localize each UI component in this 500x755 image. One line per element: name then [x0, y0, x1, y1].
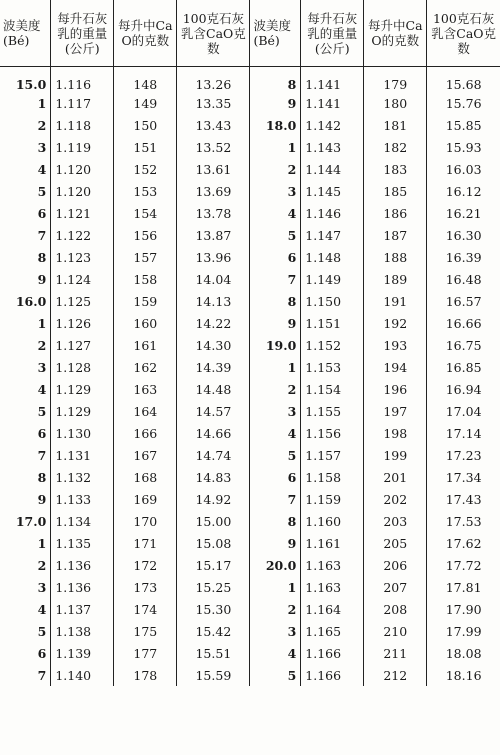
right-be-value: 8: [250, 510, 301, 532]
left-be-value: 2: [0, 114, 51, 136]
left-grams-value: 156: [114, 224, 177, 246]
right-grams-value: 212: [364, 664, 427, 686]
right-be-value: 9: [250, 532, 301, 554]
left-weight-value: 1.119: [51, 136, 114, 158]
right-be-value: 4: [250, 202, 301, 224]
right-grams-value: 193: [364, 334, 427, 356]
right-be-value: 3: [250, 400, 301, 422]
left-grams-value: 158: [114, 268, 177, 290]
left-percent-value: 13.43: [177, 114, 250, 136]
left-percent-value: 15.08: [177, 532, 250, 554]
right-be-value: 5: [250, 664, 301, 686]
right-grams-value: 189: [364, 268, 427, 290]
table-row: [0, 312, 500, 334]
right-grams-value: 186: [364, 202, 427, 224]
left-be-value: 17.0: [0, 510, 51, 532]
left-percent-value: 14.30: [177, 334, 250, 356]
left-percent-value: 15.30: [177, 598, 250, 620]
left-percent-value: 13.78: [177, 202, 250, 224]
left-grams-value: 171: [114, 532, 177, 554]
left-be-value: 1: [0, 92, 51, 114]
right-be-value: 9: [250, 312, 301, 334]
right-weight-value: 1.157: [301, 444, 364, 466]
right-percent-value: 16.85: [445, 359, 482, 375]
left-weight-value: 1.138: [51, 620, 114, 642]
right-weight-value: 1.147: [301, 224, 364, 246]
left-be-value: 2: [0, 334, 51, 356]
right-weight-value: 1.149: [301, 268, 364, 290]
table-row: [0, 334, 500, 356]
right-grams-value: 197: [364, 400, 427, 422]
right-percent-value: 15.76: [445, 95, 482, 111]
left-be-value: 1: [0, 312, 51, 334]
table-row: [0, 378, 500, 400]
left-be-value: 1: [0, 532, 51, 554]
table-row: [0, 532, 500, 554]
left-weight-value: 1.124: [51, 268, 114, 290]
right-grams-value: 192: [364, 312, 427, 334]
left-percent-value: 13.35: [177, 92, 250, 114]
right-grams-value: 180: [364, 92, 427, 114]
left-weight-value: 1.118: [51, 114, 114, 136]
right-grams-value: 199: [364, 444, 427, 466]
right-weight-value: 1.164: [301, 598, 364, 620]
right-grams-value: 211: [364, 642, 427, 664]
right-be-value: 1: [250, 576, 301, 598]
left-percent-value: 13.69: [177, 180, 250, 202]
right-grams-value: 210: [364, 620, 427, 642]
table-row: [0, 642, 500, 664]
table-row: [0, 136, 500, 158]
left-grams-value: 153: [114, 180, 177, 202]
right-percent-value: 17.62: [445, 535, 482, 551]
left-be-value: 6: [0, 202, 51, 224]
left-weight-value: 1.137: [51, 598, 114, 620]
right-be-value: 19.0: [250, 334, 301, 356]
right-percent-value: 17.53: [445, 513, 482, 529]
right-percent-value: 17.34: [445, 469, 482, 485]
right-percent-value: 17.81: [445, 579, 482, 595]
right-be-value: 1: [250, 356, 301, 378]
table-row: [0, 444, 500, 466]
right-percent-value: 16.66: [445, 315, 482, 331]
left-be-value: 4: [0, 158, 51, 180]
right-percent-value: 15.68: [445, 77, 482, 92]
left-grams-value: 174: [114, 598, 177, 620]
right-be-value: 2: [250, 378, 301, 400]
left-grams-value: 169: [114, 488, 177, 510]
left-be-value: 9: [0, 488, 51, 510]
left-grams-value: 175: [114, 620, 177, 642]
table-row: [0, 664, 500, 686]
right-weight-value: 1.151: [301, 312, 364, 334]
right-weight-value: 1.141: [301, 67, 364, 93]
left-be-value: 7: [0, 664, 51, 686]
left-grams-value: 152: [114, 158, 177, 180]
right-weight-value: 1.141: [301, 92, 364, 114]
header-be-right: 波美度(Bé): [250, 0, 301, 67]
table-row: [0, 92, 500, 114]
header-be-left: 波美度(Bé): [0, 0, 51, 67]
left-grams-value: 160: [114, 312, 177, 334]
left-percent-value: 13.26: [177, 67, 250, 93]
right-percent-value: 15.85: [445, 117, 482, 133]
left-be-value: 6: [0, 642, 51, 664]
header-percent-left: 100克石灰乳含CaO克数: [177, 0, 250, 67]
right-weight-value: 1.163: [301, 576, 364, 598]
header-row: [0, 0, 500, 67]
left-grams-value: 149: [114, 92, 177, 114]
left-percent-value: 15.42: [177, 620, 250, 642]
left-percent-value: 14.92: [177, 488, 250, 510]
left-weight-value: 1.116: [51, 67, 114, 93]
left-weight-value: 1.129: [51, 400, 114, 422]
left-weight-value: 1.128: [51, 356, 114, 378]
right-grams-value: 182: [364, 136, 427, 158]
right-grams-value: 194: [364, 356, 427, 378]
left-grams-value: 166: [114, 422, 177, 444]
left-grams-value: 154: [114, 202, 177, 224]
right-weight-value: 1.155: [301, 400, 364, 422]
left-be-value: 5: [0, 400, 51, 422]
left-grams-value: 157: [114, 246, 177, 268]
right-percent-value: 17.99: [445, 623, 482, 639]
right-grams-value: 181: [364, 114, 427, 136]
left-weight-value: 1.117: [51, 92, 114, 114]
left-percent-value: 14.39: [177, 356, 250, 378]
table-row: [0, 400, 500, 422]
left-be-value: 7: [0, 444, 51, 466]
right-grams-value: 202: [364, 488, 427, 510]
right-grams-value: 198: [364, 422, 427, 444]
right-be-value: 18.0: [250, 114, 301, 136]
left-percent-value: 14.66: [177, 422, 250, 444]
left-percent-value: 15.00: [177, 510, 250, 532]
left-weight-value: 1.120: [51, 180, 114, 202]
left-weight-value: 1.125: [51, 290, 114, 312]
table-row: [0, 224, 500, 246]
right-be-value: 9: [250, 92, 301, 114]
left-percent-value: 14.48: [177, 378, 250, 400]
table-row: [0, 202, 500, 224]
right-grams-value: 185: [364, 180, 427, 202]
left-be-value: 16.0: [0, 290, 51, 312]
table-row: [0, 180, 500, 202]
left-percent-value: 13.96: [177, 246, 250, 268]
right-weight-value: 1.166: [301, 642, 364, 664]
left-weight-value: 1.127: [51, 334, 114, 356]
table-row: [0, 114, 500, 136]
right-weight-value: 1.154: [301, 378, 364, 400]
left-be-value: 8: [0, 466, 51, 488]
left-weight-value: 1.129: [51, 378, 114, 400]
left-percent-value: 14.04: [177, 268, 250, 290]
left-grams-value: 177: [114, 642, 177, 664]
left-grams-value: 170: [114, 510, 177, 532]
right-grams-value: 203: [364, 510, 427, 532]
right-weight-value: 1.143: [301, 136, 364, 158]
left-weight-value: 1.135: [51, 532, 114, 554]
left-be-value: 3: [0, 356, 51, 378]
table-row: [0, 246, 500, 268]
left-weight-value: 1.139: [51, 642, 114, 664]
right-percent-value: 16.57: [445, 293, 482, 309]
header-weight-right: 每升石灰乳的重量(公斤): [301, 0, 364, 67]
left-weight-value: 1.136: [51, 554, 114, 576]
left-percent-value: 13.87: [177, 224, 250, 246]
left-grams-value: 151: [114, 136, 177, 158]
left-percent-value: 15.17: [177, 554, 250, 576]
right-weight-value: 1.159: [301, 488, 364, 510]
right-weight-value: 1.158: [301, 466, 364, 488]
right-percent-value: 16.12: [445, 183, 482, 199]
right-grams-value: 205: [364, 532, 427, 554]
right-be-value: 8: [250, 67, 301, 93]
left-percent-value: 15.59: [177, 664, 250, 686]
right-weight-value: 1.150: [301, 290, 364, 312]
left-weight-value: 1.122: [51, 224, 114, 246]
right-be-value: 20.0: [250, 554, 301, 576]
left-be-value: 6: [0, 422, 51, 444]
left-percent-value: 14.13: [177, 290, 250, 312]
right-percent-value: 16.75: [445, 337, 482, 353]
right-percent-value: 16.94: [445, 381, 482, 397]
left-percent-value: 14.57: [177, 400, 250, 422]
left-grams-value: 148: [114, 67, 177, 93]
right-weight-value: 1.161: [301, 532, 364, 554]
left-weight-value: 1.120: [51, 158, 114, 180]
left-weight-value: 1.136: [51, 576, 114, 598]
left-weight-value: 1.130: [51, 422, 114, 444]
left-be-value: 3: [0, 576, 51, 598]
right-weight-value: 1.148: [301, 246, 364, 268]
left-grams-value: 161: [114, 334, 177, 356]
left-be-value: 7: [0, 224, 51, 246]
table-row: [0, 290, 500, 312]
left-percent-value: 14.74: [177, 444, 250, 466]
table-header: [0, 0, 500, 67]
right-grams-value: 179: [364, 67, 427, 93]
right-grams-value: 191: [364, 290, 427, 312]
left-grams-value: 150: [114, 114, 177, 136]
left-weight-value: 1.126: [51, 312, 114, 334]
right-weight-value: 1.166: [301, 664, 364, 686]
left-percent-value: 15.25: [177, 576, 250, 598]
table-row: [0, 158, 500, 180]
left-percent-value: 13.61: [177, 158, 250, 180]
right-be-value: 5: [250, 224, 301, 246]
left-percent-value: 15.51: [177, 642, 250, 664]
right-percent-value: 18.08: [445, 645, 482, 661]
left-weight-value: 1.123: [51, 246, 114, 268]
left-weight-value: 1.132: [51, 466, 114, 488]
right-be-value: 6: [250, 246, 301, 268]
header-percent-right: 100克石灰乳含CaO克数: [427, 0, 500, 67]
right-grams-value: 207: [364, 576, 427, 598]
left-be-value: 5: [0, 620, 51, 642]
right-weight-value: 1.165: [301, 620, 364, 642]
right-percent-value: 17.90: [445, 601, 482, 617]
table-row: [0, 620, 500, 642]
header-grams-right: 每升中CaO的克数: [364, 0, 427, 67]
right-percent-value: 16.03: [445, 161, 482, 177]
left-percent-value: 14.22: [177, 312, 250, 334]
left-grams-value: 178: [114, 664, 177, 686]
right-weight-value: 1.142: [301, 114, 364, 136]
left-be-value: 3: [0, 136, 51, 158]
left-weight-value: 1.131: [51, 444, 114, 466]
right-grams-value: 201: [364, 466, 427, 488]
left-grams-value: 167: [114, 444, 177, 466]
left-be-value: 2: [0, 554, 51, 576]
left-grams-value: 172: [114, 554, 177, 576]
right-percent-value: 18.16: [445, 667, 482, 683]
table-row: [0, 488, 500, 510]
right-be-value: 3: [250, 620, 301, 642]
right-weight-value: 1.152: [301, 334, 364, 356]
right-percent-value: 17.23: [445, 447, 482, 463]
right-grams-value: 196: [364, 378, 427, 400]
right-percent-value: 16.21: [445, 205, 482, 221]
right-percent-value: 16.48: [445, 271, 482, 287]
left-weight-value: 1.134: [51, 510, 114, 532]
right-be-value: 2: [250, 598, 301, 620]
right-weight-value: 1.144: [301, 158, 364, 180]
table-row: [0, 67, 500, 93]
right-grams-value: 188: [364, 246, 427, 268]
right-be-value: 4: [250, 642, 301, 664]
right-percent-value: 17.04: [445, 403, 482, 419]
table-row: [0, 268, 500, 290]
right-percent-value: 17.72: [445, 557, 482, 573]
left-percent-value: 14.83: [177, 466, 250, 488]
right-be-value: 4: [250, 422, 301, 444]
right-percent-value: 16.39: [445, 249, 482, 265]
header-grams-left: 每升中CaO的克数: [114, 0, 177, 67]
left-be-value: 15.0: [0, 67, 51, 93]
left-weight-value: 1.121: [51, 202, 114, 224]
right-be-value: 5: [250, 444, 301, 466]
left-weight-value: 1.133: [51, 488, 114, 510]
right-grams-value: 183: [364, 158, 427, 180]
left-be-value: 4: [0, 598, 51, 620]
right-grams-value: 206: [364, 554, 427, 576]
right-be-value: 7: [250, 268, 301, 290]
table-row: [0, 510, 500, 532]
table-row: [0, 554, 500, 576]
left-be-value: 5: [0, 180, 51, 202]
left-grams-value: 173: [114, 576, 177, 598]
left-be-value: 9: [0, 268, 51, 290]
header-weight-left: 每升石灰乳的重量(公斤): [51, 0, 114, 67]
left-weight-value: 1.140: [51, 664, 114, 686]
right-weight-value: 1.160: [301, 510, 364, 532]
right-be-value: 7: [250, 488, 301, 510]
right-be-value: 6: [250, 466, 301, 488]
left-be-value: 4: [0, 378, 51, 400]
left-grams-value: 162: [114, 356, 177, 378]
right-percent-value: 15.93: [445, 139, 482, 155]
table-row: [0, 422, 500, 444]
right-be-value: 2: [250, 158, 301, 180]
left-grams-value: 159: [114, 290, 177, 312]
right-be-value: 1: [250, 136, 301, 158]
right-percent-value: 17.14: [445, 425, 482, 441]
right-be-value: 8: [250, 290, 301, 312]
right-weight-value: 1.156: [301, 422, 364, 444]
right-percent-value: 17.43: [445, 491, 482, 507]
right-grams-value: 208: [364, 598, 427, 620]
left-be-value: 8: [0, 246, 51, 268]
table-row: [0, 598, 500, 620]
right-weight-value: 1.163: [301, 554, 364, 576]
table-row: [0, 466, 500, 488]
left-percent-value: 13.52: [177, 136, 250, 158]
left-grams-value: 163: [114, 378, 177, 400]
right-grams-value: 187: [364, 224, 427, 246]
right-weight-value: 1.146: [301, 202, 364, 224]
right-percent-value: 16.30: [445, 227, 482, 243]
table-row: [0, 356, 500, 378]
table-row: [0, 576, 500, 598]
right-weight-value: 1.153: [301, 356, 364, 378]
table-body: [0, 67, 500, 687]
left-grams-value: 164: [114, 400, 177, 422]
right-weight-value: 1.145: [301, 180, 364, 202]
left-grams-value: 168: [114, 466, 177, 488]
right-be-value: 3: [250, 180, 301, 202]
